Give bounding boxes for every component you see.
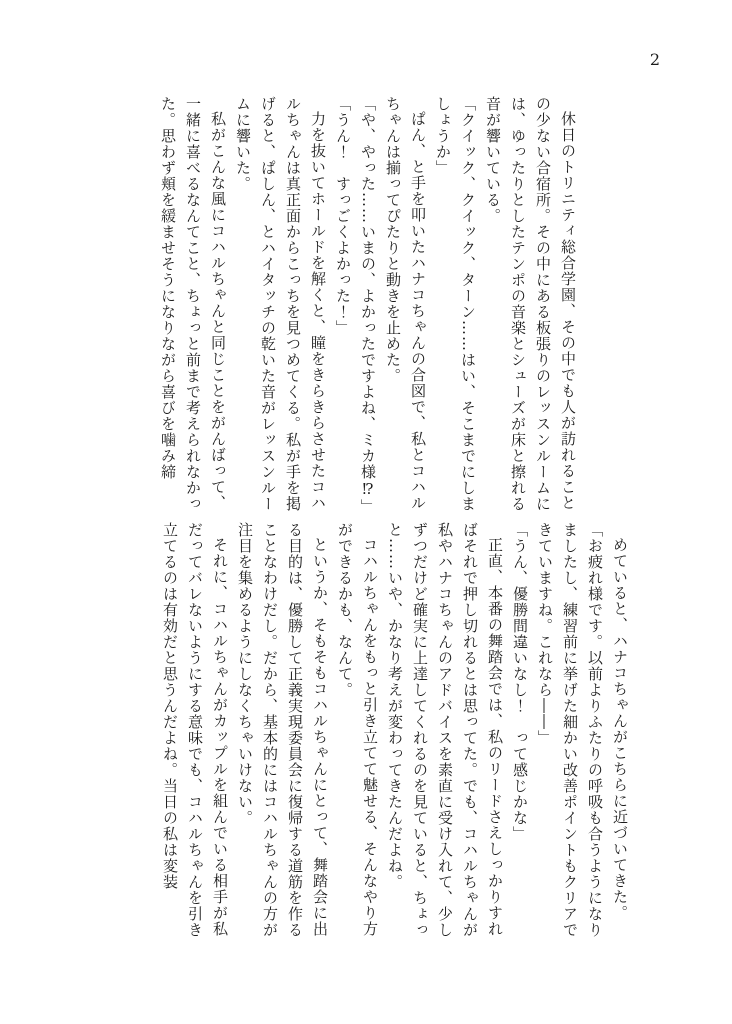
paragraph: 私がこんな風にコハルちゃんと同じことをがんばって、一緒に喜べるなんてこと、ちょっと前まで考えられなかった。思わず頬を緩ませそうになりながら喜びを噛み締 bbox=[159, 96, 227, 512]
paragraph: めていると、ハナコちゃんがこちらに近づいてきた。 bbox=[611, 537, 629, 921]
paragraph-dialogue: 「や、やった……いまの、よかったですよね、ミカ様⁉」 bbox=[359, 96, 377, 515]
paragraph: ぱん、と手を叩いたハナコちゃんの合図で、私とコハルちゃんは揃ってぴたりと動きを止めた。 bbox=[384, 96, 427, 511]
paragraph: 休日のトリニティ総合学園、その中でも人が訪れることの少ない合宿所。その中にある板張りのレッスンルームには、ゆったりとしたテンポの音楽とシューズが床と擦れる音が響いている。 bbox=[484, 96, 577, 512]
paragraph-dialogue: 「うん、優勝間違いなし！ って感じかな」 bbox=[511, 522, 529, 842]
paragraph: それに、コハルちゃんがカップルを組んでいる相手が私だってバレないようにする意味でも、コハルちゃんを引き立てるのは有効だと思うんだよね。当日の私は変装 bbox=[161, 522, 229, 938]
paragraph-dialogue: 「お疲れ様です。以前よりふたりの呼吸も合うようになりましたし、練習前に挙げた細かい改善ポイントもクリアできていますね。これなら――」 bbox=[536, 522, 604, 938]
paragraph: というか、そもそもコハルちゃんにとって、舞踏会に出る目的は、優勝して正義実現委員会に復帰する道筋を作ることなわけだし。だから、基本的にはコハルちゃんの方が注目を集めるようにしなくちゃいけない。 bbox=[236, 522, 329, 938]
text-block-bottom bbox=[157, 522, 632, 938]
paragraph-dialogue: 「クイック、クイック、ターン……はい、そこまでにしましょうか」 bbox=[434, 96, 477, 512]
paragraph: 力を抜いてホールドを解くと、瞳をきらきらさせたコハルちゃんは真正面からこっちを見つめてくる。私が手を掲げると、ぱしん、とハイタッチの乾いた音がレッスンルームに響いた。 bbox=[234, 96, 327, 512]
paragraph-dialogue: 「うん！ すっごくよかった！」 bbox=[334, 96, 352, 336]
page-number: 2 bbox=[649, 50, 660, 69]
paragraph: コハルちゃんをもっと引き立てて魅せる、そんなやり方ができるかも、なんて。 bbox=[336, 522, 379, 937]
text-block-top bbox=[155, 96, 580, 515]
paragraph: 正直、本番の舞踏会では、私のリードさえしっかりすればそれで押し切れるとは思ってた。でも、コハルちゃんが私やハナコちゃんのアドバイスを素直に受け入れて、少しずつだけど確実に上達してくれるのを見ていると、ちょっと……いや、かなり考えが変わってきたんだよね。 bbox=[386, 522, 504, 938]
